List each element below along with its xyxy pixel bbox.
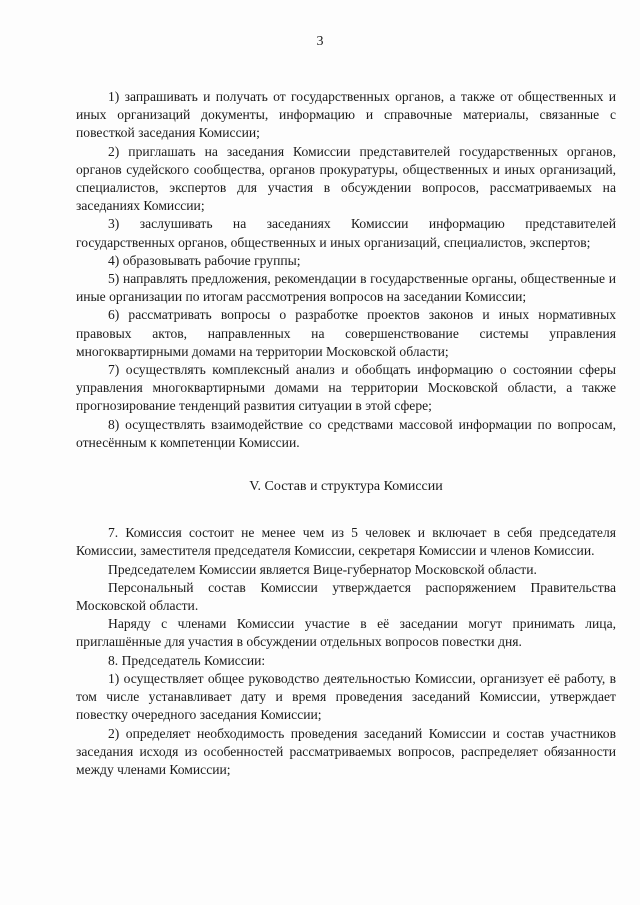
list-item-right-4: 4) образовывать рабочие группы;: [108, 252, 301, 268]
document-body: [76, 88, 616, 779]
paragraph-invited-persons: Наряду с членами Комиссии участие в её заседании могут принимать лица, приглашённые для участия в обсуждении отдельных вопросов повестки дня.: [76, 616, 616, 650]
paragraph-chairman-duties-heading: 8. Председатель Комиссии:: [108, 652, 266, 668]
paragraph-chairman: Председателем Комиссии является Вице-губернатор Московской области.: [108, 561, 537, 577]
list-item-right-3: 3) заслушивать на заседаниях Комиссии информацию представителей государственных органов, общественных и иных организаций, специалистов, экспертов;: [76, 216, 616, 250]
list-item-right-1: 1) запрашивать и получать от государственных органов, а также от общественных и иных организаций документы, информацию и справочные материалы, связанные с повесткой заседания Комиссии;: [76, 89, 616, 141]
list-item-right-8: 8) осуществлять взаимодействие со средствами массовой информации по вопросам, отнесённым к компетенции Комиссии.: [76, 416, 616, 450]
list-item-right-7: 7) осуществлять комплексный анализ и обобщать информацию о состоянии сферы управления многоквартирными домами на территории Московской области, а также прогнозирование тенденций развития ситуации в этой сфере;: [76, 362, 616, 414]
list-item-chairman-duty-1: 1) осуществляет общее руководство деятельностью Комиссии, организует её работу, в том числе устанавливает дату и время проведения заседаний Комиссии, утверждает повестку очередного заседания Комиссии;: [76, 670, 616, 723]
list-item-right-5: 5) направлять предложения, рекомендации в государственные органы, общественные и иные организации по итогам рассмотрения вопросов на заседании Комиссии;: [76, 271, 616, 305]
section-heading: V. Состав и структура Комиссии: [249, 479, 443, 495]
list-item-chairman-duty-2: 2) определяет необходимость проведения заседаний Комиссии и состав участников заседания исходя из особенностей рассматриваемых вопросов, распределяет обязанности между членами Комиссии;: [76, 725, 616, 777]
list-item-right-2: 2) приглашать на заседания Комиссии представителей государственных органов, органов судейского сообщества, органов прокуратуры, общественных и иных организаций, специалистов, экспертов для участия в обсуждении вопросов, рассматриваемых на заседаниях Комиссии;: [76, 143, 616, 214]
page-number: 3: [316, 34, 324, 49]
paragraph-composition: 7. Комиссия состоит не менее чем из 5 человек и включает в себя председателя Комиссии, заместителя председателя Комиссии, секретаря Комиссии и членов Комиссии.: [76, 525, 616, 559]
paragraph-personal-composition: Персональный состав Комиссии утверждается распоряжением Правительства Московской области.: [76, 579, 616, 614]
list-item-right-6: 6) рассматривать вопросы о разработке проектов законов и иных нормативных правовых актов, направленных на совершенствование системы управления многоквартирными домами на территории Московской области;: [76, 307, 616, 359]
